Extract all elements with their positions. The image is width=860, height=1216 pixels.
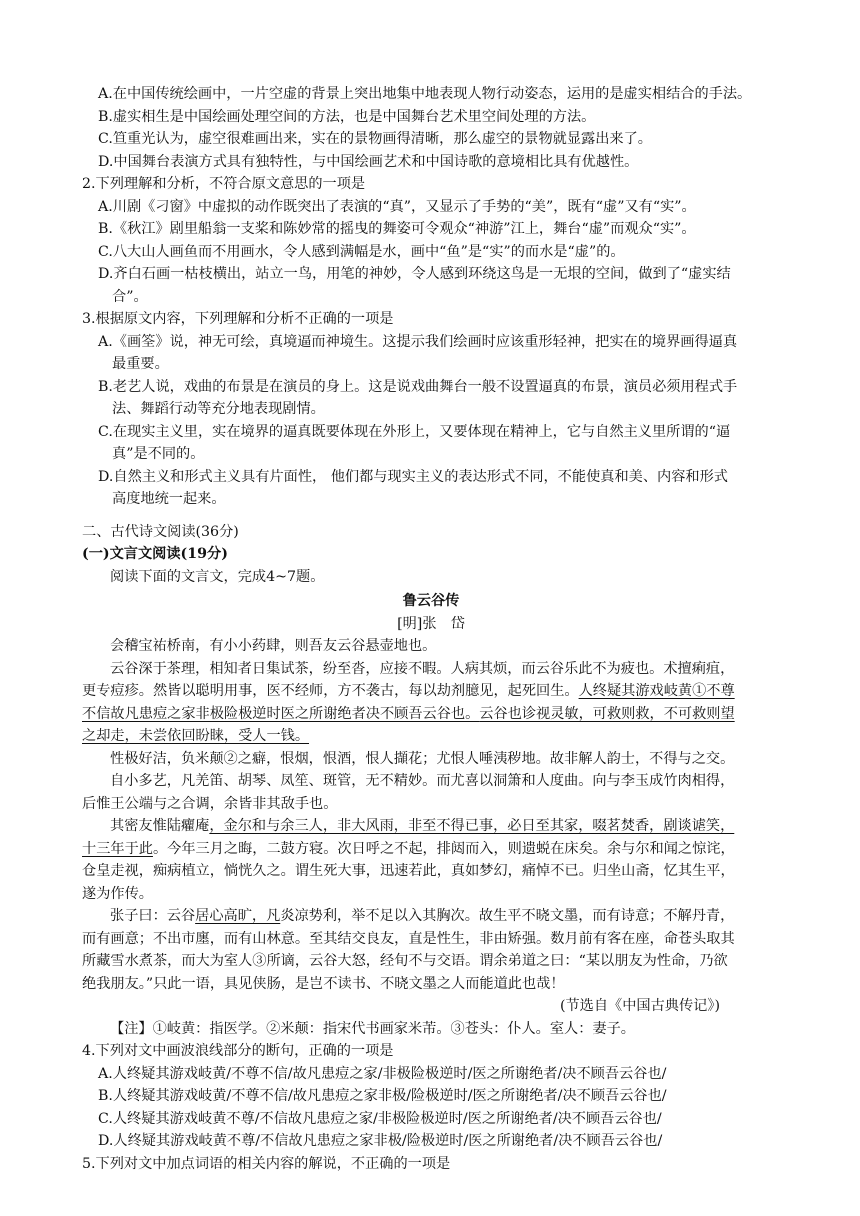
q4-stem: 4.下列对文中画波浪线部分的断句，正确的一项是: [82, 1043, 394, 1059]
underline-sentence: 十三年于此: [82, 840, 153, 857]
q3-option-a-cont: 最重要。: [112, 356, 169, 372]
article-line: 更专痘疹。然皆以聪明用事，医不经师，方不袭古，每以劫剂臆见，起死回生。人终疑其游戏岐黄①不尊: [82, 683, 735, 699]
q3-option-c-cont: 真”是不同的。: [112, 446, 205, 462]
q3-option-a: A.《画筌》说，神无可绘，真境逼而神境生。这提示我们绘画时应该重形轻神，把实在的境界画得逼真: [98, 333, 738, 350]
notes: 【注】①岐黄：指医学。②米颠：指宋代书画家米芾。③苍头：仆人。室人：妻子。: [110, 1020, 635, 1037]
wavy-underline-text: 人终疑其游戏岐黄①不尊: [578, 683, 735, 699]
q2-option-b: B.《秋江》剧里船翁一支桨和陈妙常的摇曳的舞姿可令观众“神游”江上，舞台“虚”而观众“实”。: [98, 221, 696, 237]
article-line: 绝我朋友。”只此一语，具见侠肠，是岂不读书、不晓文墨之人而能道此也哉！: [82, 975, 565, 992]
article-line: [82, 703, 780, 726]
q4-option-d: D.人终疑其游戏岐黄不尊/不信故凡患痘之家非极/险极逆时/医之所谢绝者/决不顾吾云谷也/: [98, 1133, 663, 1149]
article-line: 十三年于此。今年三月之晦，二鼓方寝。次日呼之不起，排闼而入，则遗蜕在床矣。余与尔和闻之惊诧，: [82, 840, 735, 857]
article-line: 后惟王公端与之合调，余皆非其敌手也。: [82, 795, 338, 812]
article-line: 自小多艺，凡羌笛、胡琴、凤笙、斑管，无不精妙。而尤喜以洞箫和人度曲。向与李玉成竹肉相得，: [110, 773, 735, 789]
article-line: 所藏雪水煮茶，而大为室人③所谪，云谷大怒，经旬不与交语。谓余弟道之曰：“某以朋友为性命，乃欲: [82, 953, 728, 969]
article-source: (节选自《中国古典传记》): [559, 998, 720, 1014]
q4-option-a: A.人终疑其游戏岐黄/不尊不信/故凡患痘之家/非极险极逆时/医之所谢绝者/决不顾吾云谷也/: [98, 1065, 667, 1082]
underline-sentence: 之却走，未尝依回盼睐，受人一钱。: [82, 728, 310, 744]
q3-option-b-cont: 法、舞蹈行动等充分地表现剧情。: [112, 401, 325, 417]
article-line: 而有画意；不出市廛，而有山林意。至其结交良友，直是性生，非由矫强。数月前有客在座，命苍头取其: [82, 930, 735, 947]
q3-option-d-cont: 高度地统一起来。: [112, 491, 226, 507]
q3-stem: 3.根据原文内容，下列理解和分析不正确的一项是: [82, 311, 394, 327]
q2-option-c: C.八大山人画鱼而不用画水，令人感到满幅是水，画中“鱼”是“实”的而水是“虚”的。: [98, 243, 625, 260]
q3-option-b: B.老艺人说，戏曲的布景是在演员的身上。这是说戏曲舞台一般不设置逼真的布景，演员必须用程式手: [98, 378, 738, 395]
underline-phrase: 居心高旷，凡: [195, 908, 281, 924]
article-author: [明]张 岱: [397, 615, 465, 632]
q2-stem: 2.下列理解和分析，不符合原文意思的一项是: [82, 176, 366, 192]
article-line: 性极好洁，负米颠②之癖，恨烟，恨酒，恨人擷花；尤恨人唾洟秽地。故非解人韵士，不得与之交。: [110, 750, 735, 767]
q2-option-d-cont: 合”。: [112, 288, 148, 305]
underline-sentence: 云谷也诊视灵敏，可救则救，不可救则望: [479, 705, 735, 722]
q3-option-d: D.自然主义和形式主义具有片面性， 他们都与现实主义的表达形式不同，不能使真和美、内容和形式: [98, 468, 728, 485]
section-heading: 二、古代诗文阅读(36分): [82, 523, 239, 540]
article-line: 仓皇走视，痴病植立，惝恍久之。谓生死大事，迅速若此，真如梦幻，痛悼不已。归坐山斋，忆其生平，: [82, 863, 735, 879]
underline-sentence: ，金尔和与余三人，非大风雨，非至不得已事，必日至其家，啜茗焚香，剧谈谑笑，: [209, 818, 735, 834]
article-line: 遂为作传。: [82, 885, 153, 902]
article-title: 鲁云谷传: [402, 593, 460, 609]
q1-option-d: D.中国舞台表演方式具有独特性，与中国绘画艺术和中国诗歌的意境相比具有优越性。: [98, 153, 639, 170]
q3-option-c: C.在现实主义里，实在境界的逼真既要体现在外形上，又要体现在精神上，它与自然主义里所谓的“逼: [98, 423, 731, 440]
q1-option-b: B.虚实相生是中国绘画处理空间的方法，也是中国舞台艺术里空间处理的方法。: [98, 108, 596, 125]
subsection-heading: (一)文言文阅读(19分): [82, 546, 228, 562]
article-line: 云谷深于茶理，相知者日集试茶，纷至沓，应接不暇。人病其烦，而云谷乐此不为疲也。术擅痢疽，: [110, 660, 735, 677]
q4-option-b: B.人终疑其游戏岐黄/不尊不信/故凡患痘之家非极/险极逆时/医之所谢绝者/决不顾吾云谷也/: [98, 1088, 667, 1104]
wavy-underline-text: 不信故凡患痘之家非极险极逆时医之所谢绝者决不顾吾云谷也。: [82, 705, 480, 722]
article-line: 张子曰：云谷居心高旷，凡炎凉势利，举不足以入其胸次。故生平不晓文墨，而有诗意；不解丹青，: [110, 908, 735, 924]
instruction: 阅读下面的文言文，完成4~7题。: [110, 568, 325, 585]
q1-option-c: C.笪重光认为，虚空很难画出来，实在的景物画得清晰，那么虚空的景物就显露出来了。: [98, 131, 652, 147]
q5-stem: 5.下列对文中加点词语的相关内容的解说，不正确的一项是: [82, 1155, 451, 1172]
q2-option-a: A.川剧《刁窗》中虚拟的动作既突出了表演的“真”，又显示了手势的“美”，既有“虚”又有“实”。: [98, 198, 696, 215]
q4-option-c: C.人终疑其游戏岐黄不尊/不信故凡患痘之家/非极险极逆时/医之所谢绝者/决不顾吾云谷也/: [98, 1110, 662, 1127]
article-line: 会稽宝祐桥南，有小小药肆，则吾友云谷悬壶地也。: [110, 638, 437, 654]
article-line: [82, 725, 780, 748]
q2-option-d: D.齐白石画一枯枝横出，站立一鸟，用笔的神妙，令人感到环绕这鸟是一无垠的空间，做到了“虚实结: [98, 266, 731, 282]
q1-option-a: A.在中国传统绘画中，一片空虚的背景上突出地集中地表现人物行动姿态，运用的是虚实相结合的手法。: [98, 86, 752, 102]
article-line: 其密友惟陆癯庵，金尔和与余三人，非大风雨，非至不得已事，必日至其家，啜茗焚香，剧谈谑笑，: [110, 818, 735, 834]
